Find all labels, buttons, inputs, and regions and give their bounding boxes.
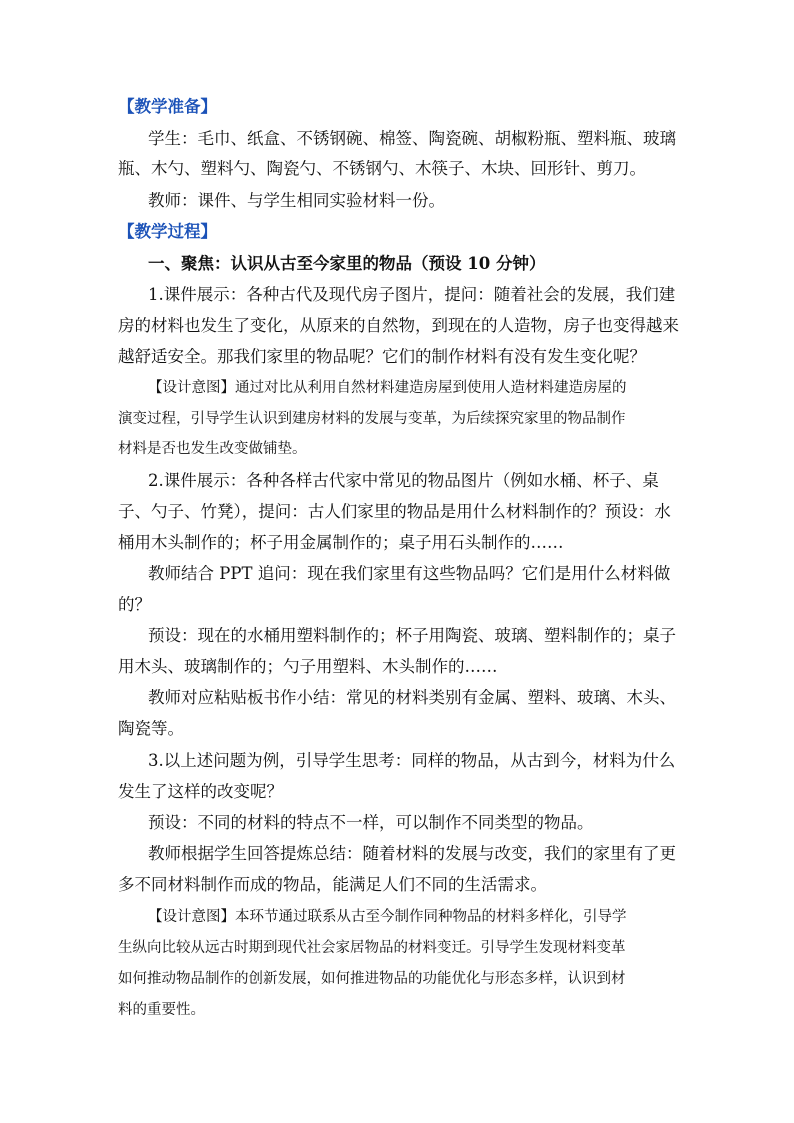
section-heading-prep: 【教学准备】	[118, 97, 217, 116]
summary-1-line-1: 教师对应粘贴板书作小结：常见的材料类别有金属、塑料、玻璃、木头、	[148, 688, 676, 707]
design-intent-2-line-1: 【设计意图】本环节通过联系从古至今制作同种物品的材料多样化，引导学	[148, 909, 627, 925]
paragraph-2-line-3: 桶用木头制作的；杯子用金属制作的；桌子用石头制作的……	[118, 533, 564, 552]
paragraph-2-line-1: 2.课件展示：各种各样古代家中常见的物品图片（例如水桶、杯子、桌	[148, 471, 659, 490]
summary-2-line-1: 教师根据学生回答提炼总结：随着材料的发展与改变，我们的家里有了更	[148, 844, 676, 863]
ppt-followup-line-2: 的？	[118, 595, 151, 614]
preset-2: 预设：不同的材料的特点不一样，可以制作不同类型的物品。	[148, 813, 594, 832]
preset-1-line-1: 预设：现在的水桶用塑料制作的；杯子用陶瓷、玻璃、塑料制作的；桌子	[148, 626, 676, 645]
design-intent-2-line-4: 料的重要性。	[118, 1002, 205, 1018]
design-intent-2-line-3: 如何推动物品制作的创新发展，如何推进物品的功能优化与形态多样，认识到材	[118, 971, 626, 987]
design-intent-1-line-1: 【设计意图】通过对比从利用自然材料建造房屋到使用人造材料建造房屋的	[148, 380, 627, 396]
design-intent-1-line-2: 演变过程，引导学生认识到建房材料的发展与变革，为后续探究家里的物品制作	[118, 411, 626, 427]
teacher-materials: 教师：课件、与学生相同实验材料一份。	[148, 191, 445, 210]
ppt-followup-line-1: 教师结合 PPT 追问：现在我们家里有这些物品吗？它们是用什么材料做	[148, 564, 671, 583]
section-heading-process: 【教学过程】	[118, 222, 217, 241]
summary-2-line-2: 多不同材料制作而成的物品，能满足人们不同的生活需求。	[118, 875, 547, 894]
paragraph-1-line-2: 房的材料也发生了变化，从原来的自然物，到现在的人造物，房子也变得越来	[118, 316, 679, 335]
paragraph-3-line-1: 3.以上述问题为例，引导学生思考：同样的物品，从古到今，材料为什么	[148, 751, 676, 770]
paragraph-3-line-2: 发生了这样的改变呢？	[118, 782, 283, 801]
design-intent-2-line-2: 生纵向比较从远古时期到现代社会家居物品的材料变迁。引导学生发现材料变革	[118, 940, 626, 956]
student-materials-line-2: 瓶、木勺、塑料勺、陶瓷勺、不锈钢勺、木筷子、木块、回形针、剪刀。	[118, 159, 646, 178]
paragraph-1-line-3: 越舒适安全。那我们家里的物品呢？它们的制作材料有没有发生变化呢？	[118, 347, 646, 366]
paragraph-1-line-1: 1.课件展示：各种古代及现代房子图片，提问：随着社会的发展，我们建	[148, 285, 676, 304]
student-materials-line-1: 学生：毛巾、纸盒、不锈钢碗、棉签、陶瓷碗、胡椒粉瓶、塑料瓶、玻璃	[148, 129, 676, 148]
preset-1-line-2: 用木头、玻璃制作的；勺子用塑料、木头制作的……	[118, 657, 498, 676]
subsection-heading-focus: 一、聚焦：认识从古至今家里的物品（预设 10 分钟）	[148, 254, 546, 273]
paragraph-2-line-2: 子、勺子、竹凳），提问：古人们家里的物品是用什么材料制作的？预设：水	[118, 502, 671, 521]
design-intent-1-line-3: 材料是否也发生改变做铺垫。	[118, 441, 307, 457]
summary-1-line-2: 陶瓷等。	[118, 719, 184, 738]
